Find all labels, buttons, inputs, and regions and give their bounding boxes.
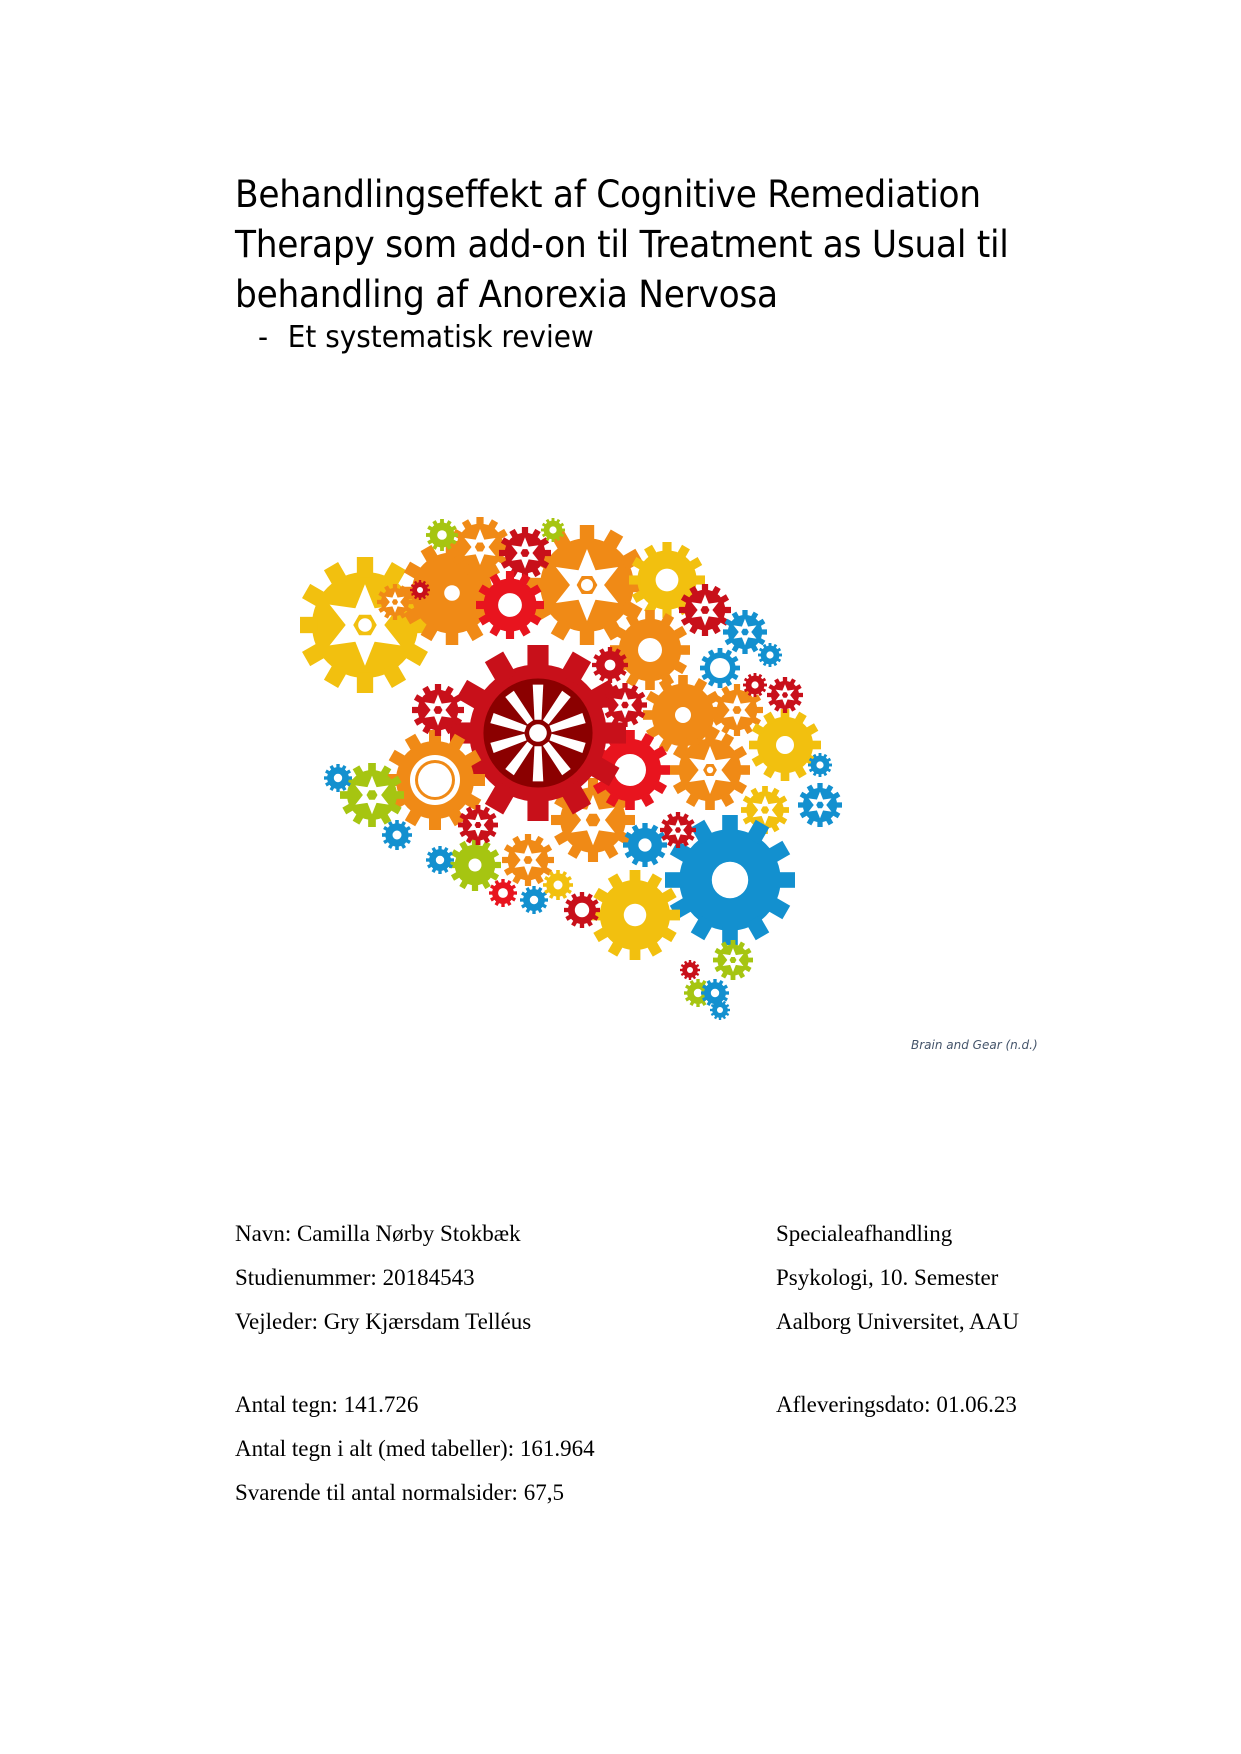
university: Aalborg Universitet, AAU: [776, 1309, 1019, 1334]
submission-date: Afleveringsdato: 01.06.23: [776, 1392, 1017, 1417]
subtitle-text: Et systematisk review: [287, 320, 594, 355]
student-number: Studienummer: 20184543: [235, 1265, 475, 1290]
thesis-type: Specialeafhandling: [776, 1221, 953, 1246]
author-info-left: [235, 1212, 531, 1344]
title-line-3: behandling af Anorexia Nervosa: [235, 273, 778, 316]
document-title: [235, 170, 1053, 320]
document-subtitle: [258, 318, 594, 358]
normal-pages: Svarende til antal normalsider: 67,5: [235, 1480, 564, 1505]
image-caption: Brain and Gear (n.d.): [911, 1038, 1038, 1052]
brain-gears-icon: [300, 505, 960, 1025]
character-counts: [235, 1383, 595, 1515]
supervisor: Vejleder: Gry Kjærsdam Telléus: [235, 1309, 532, 1334]
program-semester: Psykologi, 10. Semester: [776, 1265, 999, 1290]
submission-info: [776, 1383, 1017, 1427]
char-count-total: Antal tegn i alt (med tabeller): 161.964: [235, 1436, 595, 1461]
title-line-1: Behandlingseffekt af Cognitive Remediation: [235, 173, 981, 216]
subtitle-dash: -: [258, 320, 269, 355]
author-name: Navn: Camilla Nørby Stokbæk: [235, 1221, 521, 1246]
char-count: Antal tegn: 141.726: [235, 1392, 419, 1417]
author-info-right: [776, 1212, 1019, 1344]
title-line-2: Therapy som add-on til Treatment as Usual til: [235, 223, 1009, 266]
